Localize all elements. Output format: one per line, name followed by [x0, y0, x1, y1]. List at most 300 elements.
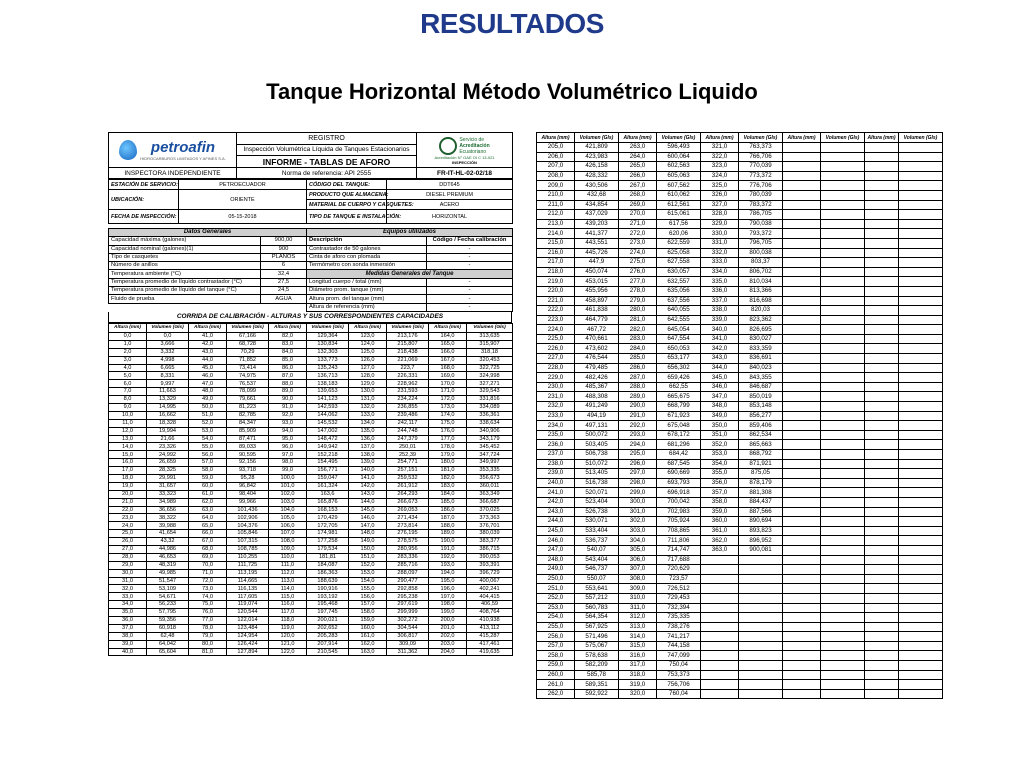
altura-cell: 69,0 [189, 553, 227, 561]
altura-cell: 44,0 [189, 356, 227, 364]
altura-cell [783, 152, 821, 162]
altura-cell: 263,0 [619, 143, 657, 153]
altura-cell: 85,0 [269, 356, 307, 364]
volumen-cell: 846,687 [739, 382, 783, 392]
volumen-cell: 19,994 [147, 427, 189, 435]
volumen-cell: 491,249 [575, 402, 619, 412]
altura-cell: 127,0 [349, 364, 387, 372]
volumen-cell [821, 373, 865, 383]
volumen-cell [821, 258, 865, 268]
col-altura: Altura (mm) [349, 323, 387, 332]
volumen-cell: 329,543 [467, 388, 513, 396]
altura-cell [783, 190, 821, 200]
altura-cell: 229,0 [537, 373, 575, 383]
volumen-cell: 313,635 [467, 332, 513, 340]
volumen-cell [899, 661, 943, 671]
altura-cell: 11,0 [109, 419, 147, 427]
volumen-cell: 306,817 [387, 632, 429, 640]
altura-cell: 176,0 [429, 427, 467, 435]
altura-cell: 14,0 [109, 443, 147, 451]
altura-cell: 116,0 [269, 601, 307, 609]
altura-cell: 62,0 [189, 498, 227, 506]
volumen-cell: 600,064 [657, 152, 701, 162]
altura-cell: 324,0 [701, 171, 739, 181]
altura-cell: 282,0 [619, 325, 657, 335]
volumen-cell [899, 651, 943, 661]
altura-cell: 167,0 [429, 356, 467, 364]
altura-cell: 37,0 [109, 624, 147, 632]
volumen-cell: 228,962 [387, 380, 429, 388]
altura-cell: 208,0 [537, 171, 575, 181]
volumen-cell [899, 344, 943, 354]
volumen-cell: 82,785 [227, 411, 269, 419]
equipo-code: - [427, 262, 513, 270]
table-row [537, 296, 943, 306]
volumen-cell [899, 421, 943, 431]
volumen-cell: 450,074 [575, 267, 619, 277]
volumen-cell [821, 459, 865, 469]
table-row [537, 402, 943, 412]
volumen-cell: 144,062 [307, 411, 349, 419]
altura-cell: 60,0 [189, 482, 227, 490]
volumen-cell [899, 392, 943, 402]
altura-cell: 361,0 [701, 526, 739, 536]
volumen-cell [821, 286, 865, 296]
page-subtitle: Tanque Horizontal Método Volumétrico Liquido [266, 79, 758, 104]
altura-cell: 289,0 [619, 392, 657, 402]
altura-cell: 133,0 [349, 411, 387, 419]
altura-cell [783, 670, 821, 680]
altura-cell: 17,0 [109, 467, 147, 475]
volumen-cell: 464,779 [575, 315, 619, 325]
altura-cell [865, 200, 899, 210]
altura-cell: 139,0 [349, 459, 387, 467]
altura-cell: 217,0 [537, 258, 575, 268]
table-row [537, 190, 943, 200]
altura-cell [783, 238, 821, 248]
volumen-cell: 617,56 [657, 219, 701, 229]
volumen-cell: 665,675 [657, 392, 701, 402]
altura-cell: 6,0 [109, 380, 147, 388]
volumen-cell: 168,153 [307, 506, 349, 514]
altura-cell: 218,0 [537, 267, 575, 277]
general-row [109, 278, 513, 286]
altura-cell: 140,0 [349, 467, 387, 475]
col-altura: Altura (mm) [109, 323, 147, 332]
volumen-cell: 73,414 [227, 364, 269, 372]
altura-cell [783, 363, 821, 373]
altura-cell [783, 622, 821, 632]
altura-cell: 5,0 [109, 372, 147, 380]
altura-cell: 202,0 [429, 632, 467, 640]
volumen-cell: 49,985 [147, 569, 189, 577]
altura-cell: 154,0 [349, 577, 387, 585]
volumen-cell: 271,434 [387, 514, 429, 522]
equipo-code: - [427, 253, 513, 261]
volumen-cell: 560,783 [575, 603, 619, 613]
volumen-cell: 865,663 [739, 440, 783, 450]
table-row [537, 430, 943, 440]
altura-cell: 308,0 [619, 574, 657, 584]
volumen-cell: 179,534 [307, 546, 349, 554]
altura-cell: 184,0 [429, 490, 467, 498]
volumen-cell: 280,956 [387, 546, 429, 554]
altura-cell [783, 517, 821, 527]
volumen-cell: 200,021 [307, 617, 349, 625]
altura-cell [783, 344, 821, 354]
table-row [537, 603, 943, 613]
volumen-cell: 13,329 [147, 396, 189, 404]
volumen-cell [821, 622, 865, 632]
altura-cell: 79,0 [189, 632, 227, 640]
volumen-cell: 585,78 [575, 670, 619, 680]
altura-cell [865, 190, 899, 200]
volumen-cell: 181,81 [307, 553, 349, 561]
volumen-cell [899, 382, 943, 392]
table-row [537, 152, 943, 162]
altura-cell [865, 267, 899, 277]
altura-cell: 339,0 [701, 315, 739, 325]
altura-cell: 331,0 [701, 238, 739, 248]
general-row [109, 245, 513, 253]
volumen-cell: 177,258 [307, 538, 349, 546]
altura-cell: 80,0 [189, 640, 227, 648]
table-row [109, 632, 513, 640]
volumen-cell: 441,377 [575, 229, 619, 239]
altura-cell [865, 306, 899, 316]
volumen-cell: 338,634 [467, 419, 513, 427]
volumen-cell: 142,593 [307, 403, 349, 411]
altura-cell: 334,0 [701, 267, 739, 277]
volumen-cell: 656,302 [657, 363, 701, 373]
volumen-cell [821, 171, 865, 181]
table-row [537, 565, 943, 575]
altura-cell: 71,0 [189, 569, 227, 577]
material-label: MATERIAL DE CUERPO Y CASQUETES: [307, 200, 387, 210]
altura-cell [783, 680, 821, 690]
volumen-cell: 650,053 [657, 344, 701, 354]
altura-cell: 63,0 [189, 506, 227, 514]
altura-cell [701, 689, 739, 699]
altura-cell: 256,0 [537, 632, 575, 642]
volumen-cell: 163,6 [307, 490, 349, 498]
altura-cell [783, 603, 821, 613]
volumen-cell: 575,067 [575, 641, 619, 651]
altura-cell [865, 344, 899, 354]
altura-cell: 262,0 [537, 689, 575, 699]
altura-cell [783, 258, 821, 268]
acc-type: INSPECCIÓN [452, 160, 477, 165]
altura-cell: 141,0 [349, 475, 387, 483]
volumen-cell: 285,716 [387, 561, 429, 569]
altura-cell [865, 181, 899, 191]
volumen-cell: 485,367 [575, 382, 619, 392]
volumen-cell: 530,071 [575, 517, 619, 527]
altura-cell: 81,0 [189, 648, 227, 656]
altura-cell: 117,0 [269, 609, 307, 617]
volumen-cell [899, 545, 943, 555]
altura-cell: 122,0 [269, 648, 307, 656]
altura-cell: 215,0 [537, 238, 575, 248]
table-row [109, 443, 513, 451]
altura-cell [783, 229, 821, 239]
altura-cell: 228,0 [537, 363, 575, 373]
volumen-cell [899, 334, 943, 344]
volumen-cell: 242,117 [387, 419, 429, 427]
volumen-cell: 690,669 [657, 469, 701, 479]
volumen-cell: 336,361 [467, 411, 513, 419]
droplet-icon [119, 140, 137, 160]
altura-cell [865, 402, 899, 412]
altura-cell [865, 373, 899, 383]
volumen-cell: 430,506 [575, 181, 619, 191]
volumen-cell: 135,243 [307, 364, 349, 372]
acc-line2: Acreditación [459, 143, 490, 149]
volumen-cell [821, 536, 865, 546]
altura-cell [783, 277, 821, 287]
informe-title: INFORME - TABLAS DE AFORO [237, 156, 417, 168]
general-label: Temperatura promedio de líquido del tanque (°C) [109, 287, 261, 295]
logo-tagline: HIDROCARBUROS LIMITADOS Y AFINES S.A. [140, 156, 226, 161]
volumen-cell: 81,223 [227, 403, 269, 411]
table-row [537, 421, 943, 431]
altura-cell: 295,0 [619, 450, 657, 460]
altura-cell: 224,0 [537, 325, 575, 335]
altura-cell: 183,0 [429, 482, 467, 490]
altura-cell: 326,0 [701, 190, 739, 200]
altura-cell: 245,0 [537, 526, 575, 536]
col-altura: Altura (mm) [429, 323, 467, 332]
altura-cell: 247,0 [537, 545, 575, 555]
volumen-cell [899, 190, 943, 200]
altura-cell: 266,0 [619, 171, 657, 181]
volumen-cell: 4,998 [147, 356, 189, 364]
altura-cell: 39,0 [109, 640, 147, 648]
table-row [537, 267, 943, 277]
altura-cell: 153,0 [349, 569, 387, 577]
volumen-cell [821, 325, 865, 335]
volumen-cell: 747,099 [657, 651, 701, 661]
volumen-cell: 878,179 [739, 478, 783, 488]
altura-cell: 78,0 [189, 624, 227, 632]
table-row [537, 248, 943, 258]
volumen-cell: 630,057 [657, 267, 701, 277]
altura-cell: 330,0 [701, 229, 739, 239]
altura-cell: 291,0 [619, 411, 657, 421]
altura-cell: 40,0 [109, 648, 147, 656]
altura-cell: 131,0 [349, 396, 387, 404]
volumen-cell [899, 622, 943, 632]
fecha-label: FECHA DE INSPECCIÓN: [109, 210, 179, 224]
volumen-cell [821, 421, 865, 431]
altura-cell: 298,0 [619, 478, 657, 488]
volumen-cell: 161,324 [307, 482, 349, 490]
volumen-cell: 732,394 [657, 603, 701, 613]
general-label: Capacidad nominal (galones)(1) [109, 245, 261, 253]
altura-cell: 251,0 [537, 584, 575, 594]
medida-desc: Altura de referencia (mm) [307, 303, 427, 311]
altura-cell: 163,0 [349, 648, 387, 656]
altura-cell: 206,0 [537, 152, 575, 162]
volumen-cell [899, 411, 943, 421]
altura-cell [783, 219, 821, 229]
volumen-cell [899, 210, 943, 220]
volumen-cell: 780,039 [739, 190, 783, 200]
altura-cell: 210,0 [537, 190, 575, 200]
altura-cell: 223,0 [537, 315, 575, 325]
altura-cell: 294,0 [619, 440, 657, 450]
table-row [537, 689, 943, 699]
table-row [537, 497, 943, 507]
col-volumen: Volumen (Gls) [657, 133, 701, 143]
altura-cell: 300,0 [619, 497, 657, 507]
altura-cell: 240,0 [537, 478, 575, 488]
volumen-cell [821, 497, 865, 507]
volumen-cell: 170,429 [307, 514, 349, 522]
general-label: Capacidad máxima (galones) [109, 237, 261, 245]
volumen-cell: 172,705 [307, 522, 349, 530]
altura-cell: 170,0 [429, 380, 467, 388]
volumen-cell: 250,01 [387, 443, 429, 451]
volumen-cell: 437,029 [575, 210, 619, 220]
altura-cell: 87,0 [269, 372, 307, 380]
altura-cell: 340,0 [701, 325, 739, 335]
table-row [537, 517, 943, 527]
altura-cell: 296,0 [619, 459, 657, 469]
volumen-cell: 744,158 [657, 641, 701, 651]
altura-cell [783, 210, 821, 220]
col-altura: Altura (mm) [701, 133, 739, 143]
altura-cell [865, 584, 899, 594]
table-row [537, 680, 943, 690]
altura-cell: 348,0 [701, 402, 739, 412]
altura-cell [783, 143, 821, 153]
volumen-cell: 642,555 [657, 315, 701, 325]
continuation-table [536, 132, 943, 699]
volumen-cell: 9,997 [147, 380, 189, 388]
general-label: Fluido de prueba [109, 295, 261, 303]
volumen-cell: 231,593 [387, 388, 429, 396]
volumen-cell: 696,918 [657, 488, 701, 498]
general-label: Tipo de casquetes [109, 253, 261, 261]
volumen-cell [899, 162, 943, 172]
volumen-cell: 723,57 [657, 574, 701, 584]
altura-cell: 212,0 [537, 210, 575, 220]
volumen-cell: 760,04 [657, 689, 701, 699]
volumen-cell: 304,544 [387, 624, 429, 632]
altura-cell: 47,0 [189, 380, 227, 388]
altura-cell: 42,0 [189, 340, 227, 348]
volumen-cell: 479,485 [575, 363, 619, 373]
table-row [109, 617, 513, 625]
volumen-cell: 853,148 [739, 402, 783, 412]
altura-cell: 162,0 [349, 640, 387, 648]
altura-cell: 121,0 [269, 640, 307, 648]
altura-cell: 249,0 [537, 565, 575, 575]
altura-cell: 357,0 [701, 488, 739, 498]
altura-cell: 279,0 [619, 296, 657, 306]
volumen-cell: 850,019 [739, 392, 783, 402]
altura-cell: 7,0 [109, 388, 147, 396]
altura-cell: 151,0 [349, 553, 387, 561]
volumen-cell: 602,563 [657, 162, 701, 172]
altura-cell: 48,0 [189, 388, 227, 396]
volumen-cell: 671,923 [657, 411, 701, 421]
altura-cell [865, 354, 899, 364]
altura-cell [865, 478, 899, 488]
altura-cell [783, 689, 821, 699]
table-row [537, 411, 943, 421]
volumen-cell: 766,706 [739, 152, 783, 162]
tipo-value: HORIZONTAL [387, 210, 513, 224]
volumen-cell: 662,55 [657, 382, 701, 392]
volumen-cell: 816,698 [739, 296, 783, 306]
altura-cell: 333,0 [701, 258, 739, 268]
altura-cell: 175,0 [429, 419, 467, 427]
volumen-cell: 297,619 [387, 601, 429, 609]
altura-cell: 299,0 [619, 488, 657, 498]
volumen-cell: 426,158 [575, 162, 619, 172]
altura-cell: 305,0 [619, 545, 657, 555]
altura-cell: 23,0 [109, 514, 147, 522]
altura-cell: 165,0 [429, 340, 467, 348]
table-row [109, 522, 513, 530]
altura-cell: 328,0 [701, 210, 739, 220]
altura-cell: 136,0 [349, 435, 387, 443]
altura-cell [865, 622, 899, 632]
altura-cell: 150,0 [349, 546, 387, 554]
volumen-cell: 589,351 [575, 680, 619, 690]
table-row [537, 277, 943, 287]
volumen-cell: 138,183 [307, 380, 349, 388]
table-row [109, 538, 513, 546]
table-row [109, 498, 513, 506]
altura-cell: 350,0 [701, 421, 739, 431]
volumen-cell [821, 641, 865, 651]
altura-cell: 77,0 [189, 617, 227, 625]
volumen-cell [739, 565, 783, 575]
producto-label: PRODUCTO QUE ALMACENA: [307, 190, 387, 200]
altura-cell: 18,0 [109, 475, 147, 483]
volumen-cell: 29,991 [147, 475, 189, 483]
volumen-cell: 133,773 [307, 356, 349, 364]
table-row [109, 553, 513, 561]
altura-cell: 242,0 [537, 497, 575, 507]
altura-cell: 82,0 [269, 332, 307, 340]
volumen-cell [821, 545, 865, 555]
volumen-cell: 62,48 [147, 632, 189, 640]
general-value: 900 [261, 245, 307, 253]
altura-cell: 192,0 [429, 553, 467, 561]
altura-cell: 233,0 [537, 411, 575, 421]
table-row [537, 661, 943, 671]
altura-cell: 35,0 [109, 609, 147, 617]
volumen-cell: 404,415 [467, 593, 513, 601]
volumen-cell [739, 584, 783, 594]
table-row [109, 364, 513, 372]
volumen-cell: 376,701 [467, 522, 513, 530]
altura-cell: 9,0 [109, 403, 147, 411]
volumen-cell: 645,054 [657, 325, 701, 335]
volumen-cell [821, 402, 865, 412]
volumen-cell: 46,653 [147, 553, 189, 561]
norma-label: Norma de referencia: API 2555 [237, 168, 417, 179]
volumen-cell: 239,486 [387, 411, 429, 419]
altura-cell: 70,0 [189, 561, 227, 569]
altura-cell: 33,0 [109, 593, 147, 601]
material-value: ACERO [387, 200, 513, 210]
volumen-cell: 610,062 [657, 190, 701, 200]
